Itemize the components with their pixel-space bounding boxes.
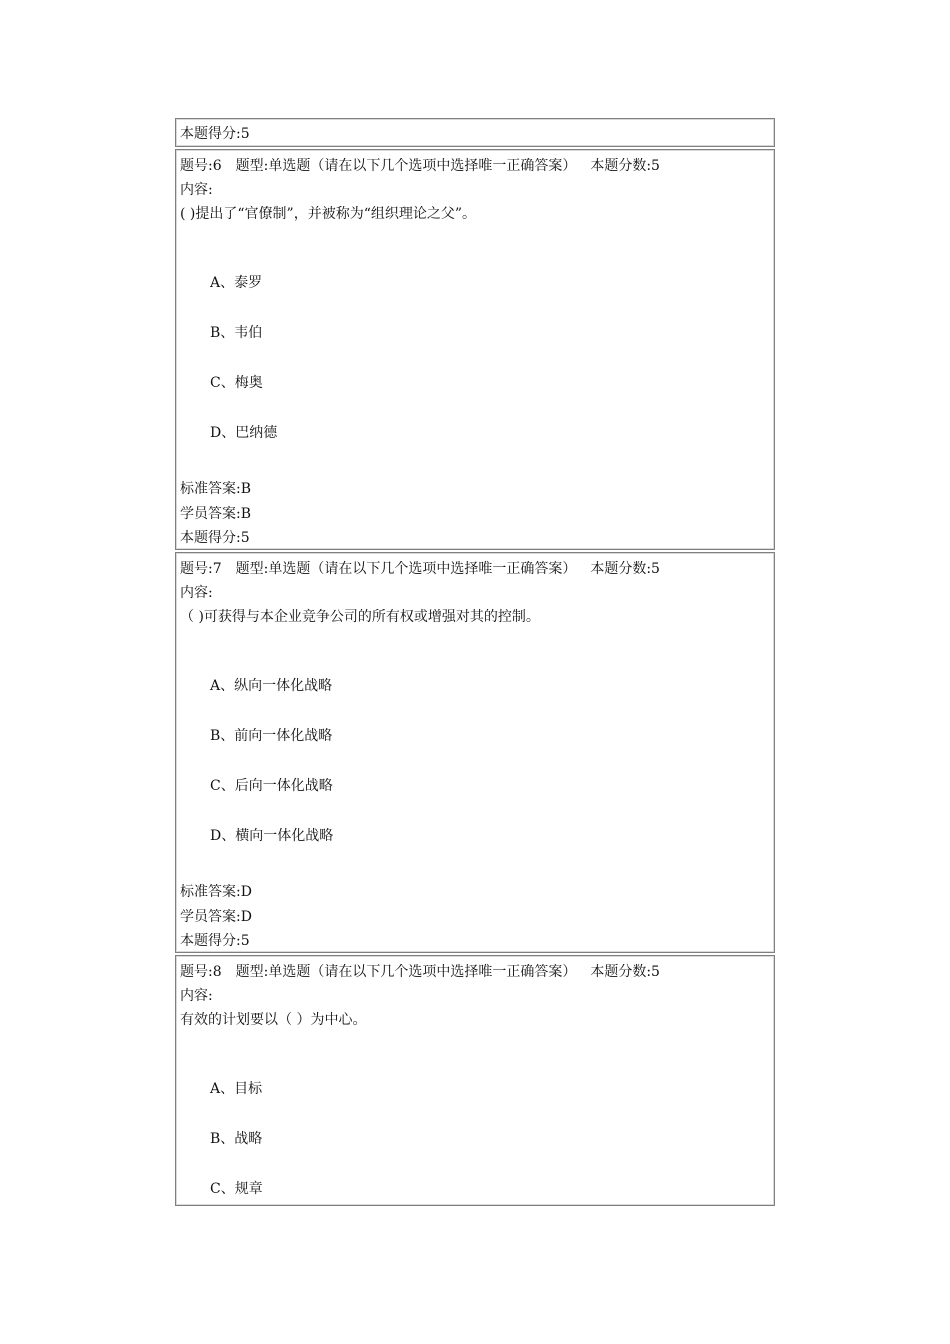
option-c: C、后向一体化战略: [210, 778, 333, 794]
question-block-8: [175, 955, 775, 1206]
question-score: 本题得分:5: [180, 126, 250, 142]
option-b: B、韦伯: [210, 325, 263, 341]
question-score: 本题得分:5: [180, 933, 250, 949]
student-answer: 学员答案:D: [180, 909, 252, 925]
question-type: 题型:单选题（请在以下几个选项中选择唯一正确答案）: [235, 158, 577, 174]
question-content: 有效的计划要以（ ）为中心。: [180, 1012, 367, 1028]
question-number: 题号:6: [180, 158, 222, 174]
question-points: 本题分数:5: [590, 561, 660, 577]
content-label: 内容:: [180, 182, 213, 198]
question-number: 题号:8: [180, 964, 222, 980]
option-a: A、泰罗: [210, 275, 263, 291]
option-d: D、横向一体化战略: [210, 828, 334, 844]
question-header: [180, 157, 660, 175]
content-label: 内容:: [180, 988, 213, 1004]
option-b: B、前向一体化战略: [210, 728, 333, 744]
option-a: A、纵向一体化战略: [210, 678, 333, 694]
question-points: 本题分数:5: [590, 964, 660, 980]
standard-answer: 标准答案:B: [180, 481, 252, 497]
prev-question-score-cell: [175, 118, 775, 147]
question-header: [180, 560, 660, 578]
student-answer: 学员答案:B: [180, 506, 252, 522]
question-content: （ )可获得与本企业竞争公司的所有权或增强对其的控制。: [180, 609, 540, 625]
question-header: [180, 963, 660, 981]
content-label: 内容:: [180, 585, 213, 601]
option-a: A、目标: [210, 1081, 263, 1097]
question-type: 题型:单选题（请在以下几个选项中选择唯一正确答案）: [235, 964, 577, 980]
option-b: B、战略: [210, 1131, 263, 1147]
question-score: 本题得分:5: [180, 530, 250, 546]
option-c: C、梅奥: [210, 375, 263, 391]
question-points: 本题分数:5: [590, 158, 660, 174]
standard-answer: 标准答案:D: [180, 884, 252, 900]
question-number: 题号:7: [180, 561, 222, 577]
question-block-6: [175, 149, 775, 550]
option-c: C、规章: [210, 1181, 263, 1197]
option-d: D、巴纳德: [210, 425, 278, 441]
question-content: ( )提出了“官僚制”，并被称为“组织理论之父”。: [180, 206, 477, 222]
question-block-7: [175, 552, 775, 953]
question-type: 题型:单选题（请在以下几个选项中选择唯一正确答案）: [235, 561, 577, 577]
